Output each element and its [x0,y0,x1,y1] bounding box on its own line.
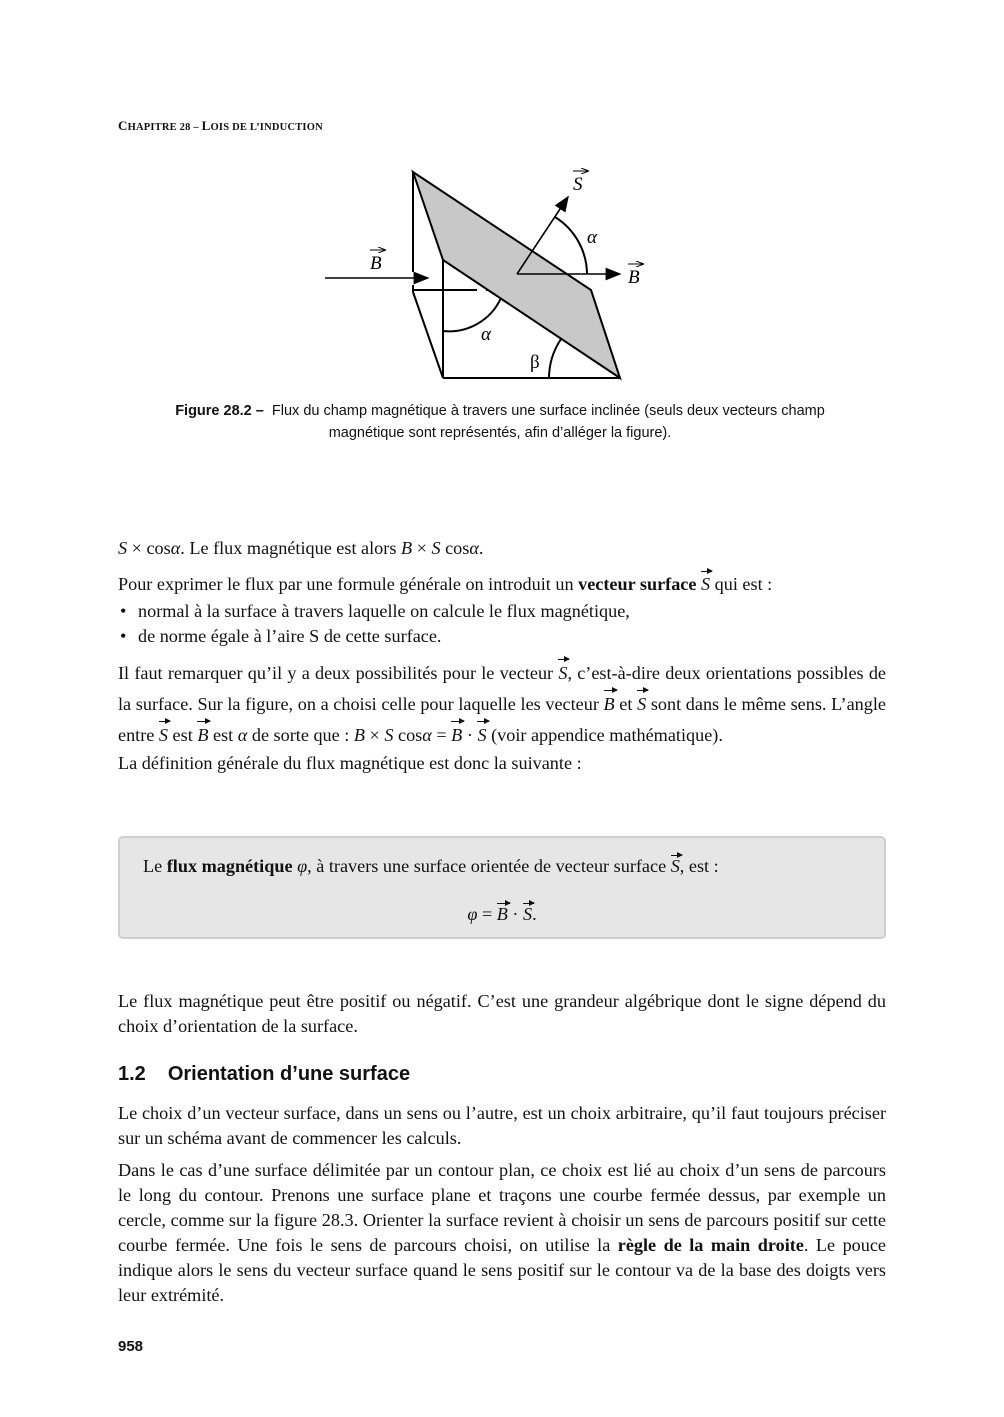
text-run: × [412,538,432,558]
vector-symbol: S [477,718,486,749]
paragraph [118,989,886,1039]
header-text: C [118,118,128,133]
vector-symbol: B [497,900,508,925]
paragraph [118,536,886,561]
label-s: S [573,174,583,195]
beta-arc [549,339,561,378]
bold-term: flux magnétique [166,856,293,876]
text-run: , est : [679,856,719,876]
caption-text: Flux du champ magnétique à travers une surface inclinée (seuls deux vecteurs champ magnétique sont représentés, afin d’alléger la figure). [271,403,825,441]
text-run: . Le flux magnétique est alors [180,538,401,558]
text-run: . Le pouce indique alors le sens du vecteur surface quand le sens positif sur le contour va de la base des doigts vers leur extrémité. [118,1235,886,1305]
page-number: 958 [118,1338,144,1355]
text-run: Le [143,856,167,876]
text-run: . [532,904,537,924]
section-number: 1.2 [118,1063,146,1085]
text-run: Pour exprimer le flux par une formule générale on introduit un [118,574,579,594]
paragraph [118,1158,886,1308]
text-run: sont dans le même sens. L’angle entre [118,694,886,745]
math-symbol: α [469,538,479,558]
section-title: Orientation d’une surface [167,1063,411,1085]
text-run: , à travers une surface orientée de vecteur surface [307,856,671,876]
text-run: · [507,904,524,924]
math-symbol: B [400,538,413,558]
math-symbol: φ [467,904,478,924]
vector-symbol: B [451,718,462,749]
text-run: . [478,538,484,558]
label-b-right: B [628,267,640,288]
text-run: Il faut remarquer qu’il y a deux possibilités pour le vecteur [118,663,559,683]
vector-symbol: B [197,718,208,749]
bold-term: vecteur surface [578,574,697,594]
back-edge [413,292,443,378]
definition-text [143,852,719,877]
figure-inclined-surface [0,0,1004,400]
vector-symbol: S [523,900,532,925]
label-alpha-top: α [587,227,597,248]
text-run: et [614,694,638,714]
text-run: cos [440,538,470,558]
vector-symbol: S [558,656,567,687]
math-symbol: α [237,725,248,745]
header-text: OIS DE L’INDUCTION [210,122,323,133]
section-heading [118,1063,432,1086]
bullet-item: • normal à la surface à travers laquelle on calcule le flux magnétique, [118,599,886,624]
text-block-1 [118,536,886,783]
math-symbol: S [118,538,128,558]
text-run: × [365,725,385,745]
figure-caption [150,400,850,444]
text-run: Le flux magnétique peut être positif ou négatif. C’est une grandeur algébrique dont le signe dépend du choix d’orientation de la surface. [118,991,886,1036]
text-run: La définition générale du flux magnétique est donc la suivante : [118,753,582,773]
vector-symbol: S [637,687,646,718]
label-alpha-bottom: α [481,324,491,345]
text-run: est [168,725,198,745]
text-block-2 [118,989,886,1046]
header-text: L [201,118,211,133]
text-run: cos [393,725,423,745]
text-run: Dans le cas d’une surface délimitée par un contour plan, ce choix est lié au choix d’un sens de parcours le long du contour. Prenons une surface plane et traçons une courbe fermée dessus, par exemple un cercle, comme sur la figure 28.3. Orienter la surface revient à choisir un sens de parcours positif sur cette courbe fermée. Une fois le sens de parcours choisi, on utilise la [118,1160,886,1255]
text-run: qui est : [710,574,773,594]
text-run: (voir appendice mathématique). [486,725,723,745]
math-symbol: α [422,725,432,745]
vector-symbol: S [701,568,710,597]
bullet-item: • de norme égale à l’aire S de cette surface. [118,624,886,649]
paragraph [118,568,886,597]
bold-term: règle de la main droite [617,1235,804,1255]
text-run: Le choix d’un vecteur surface, dans un sens ou l’autre, est un choix arbitraire, qu’il faut toujours préciser sur un schéma avant de commencer les calculs. [118,1103,886,1148]
label-beta: β [530,352,540,373]
text-run: = [431,725,452,745]
paragraph [118,751,886,776]
text-run: × cos [127,538,171,558]
vector-symbol: B [604,687,615,718]
definition-formula [120,900,884,925]
paragraph [118,656,886,749]
text-run: · [462,725,478,745]
math-symbol: φ [297,856,308,876]
text-run: = [477,904,497,924]
math-symbol: S [384,725,394,745]
label-b-left: B [370,253,382,274]
alpha-arc-bottom [443,298,501,331]
math-symbol: B [353,725,365,745]
text-run: , c’est-à-dire deux orientations possibles de la surface. Sur la figure, on a choisi celle pour laquelle les vecteur [118,663,887,714]
vector-symbol: S [671,852,680,877]
math-symbol: S [431,538,441,558]
paragraph [118,1101,886,1151]
vector-symbol: S [159,718,168,749]
caption-label: Figure 28.2 – [175,403,264,419]
definition-box [118,836,886,939]
header-text: HAPITRE 28 – [127,122,202,133]
alpha-arc-top [555,217,587,274]
text-block-3 [118,1101,886,1315]
text-run: de sorte que : [247,725,354,745]
text-run: est [208,725,238,745]
inclined-surface [413,172,620,378]
math-symbol: α [170,538,181,558]
